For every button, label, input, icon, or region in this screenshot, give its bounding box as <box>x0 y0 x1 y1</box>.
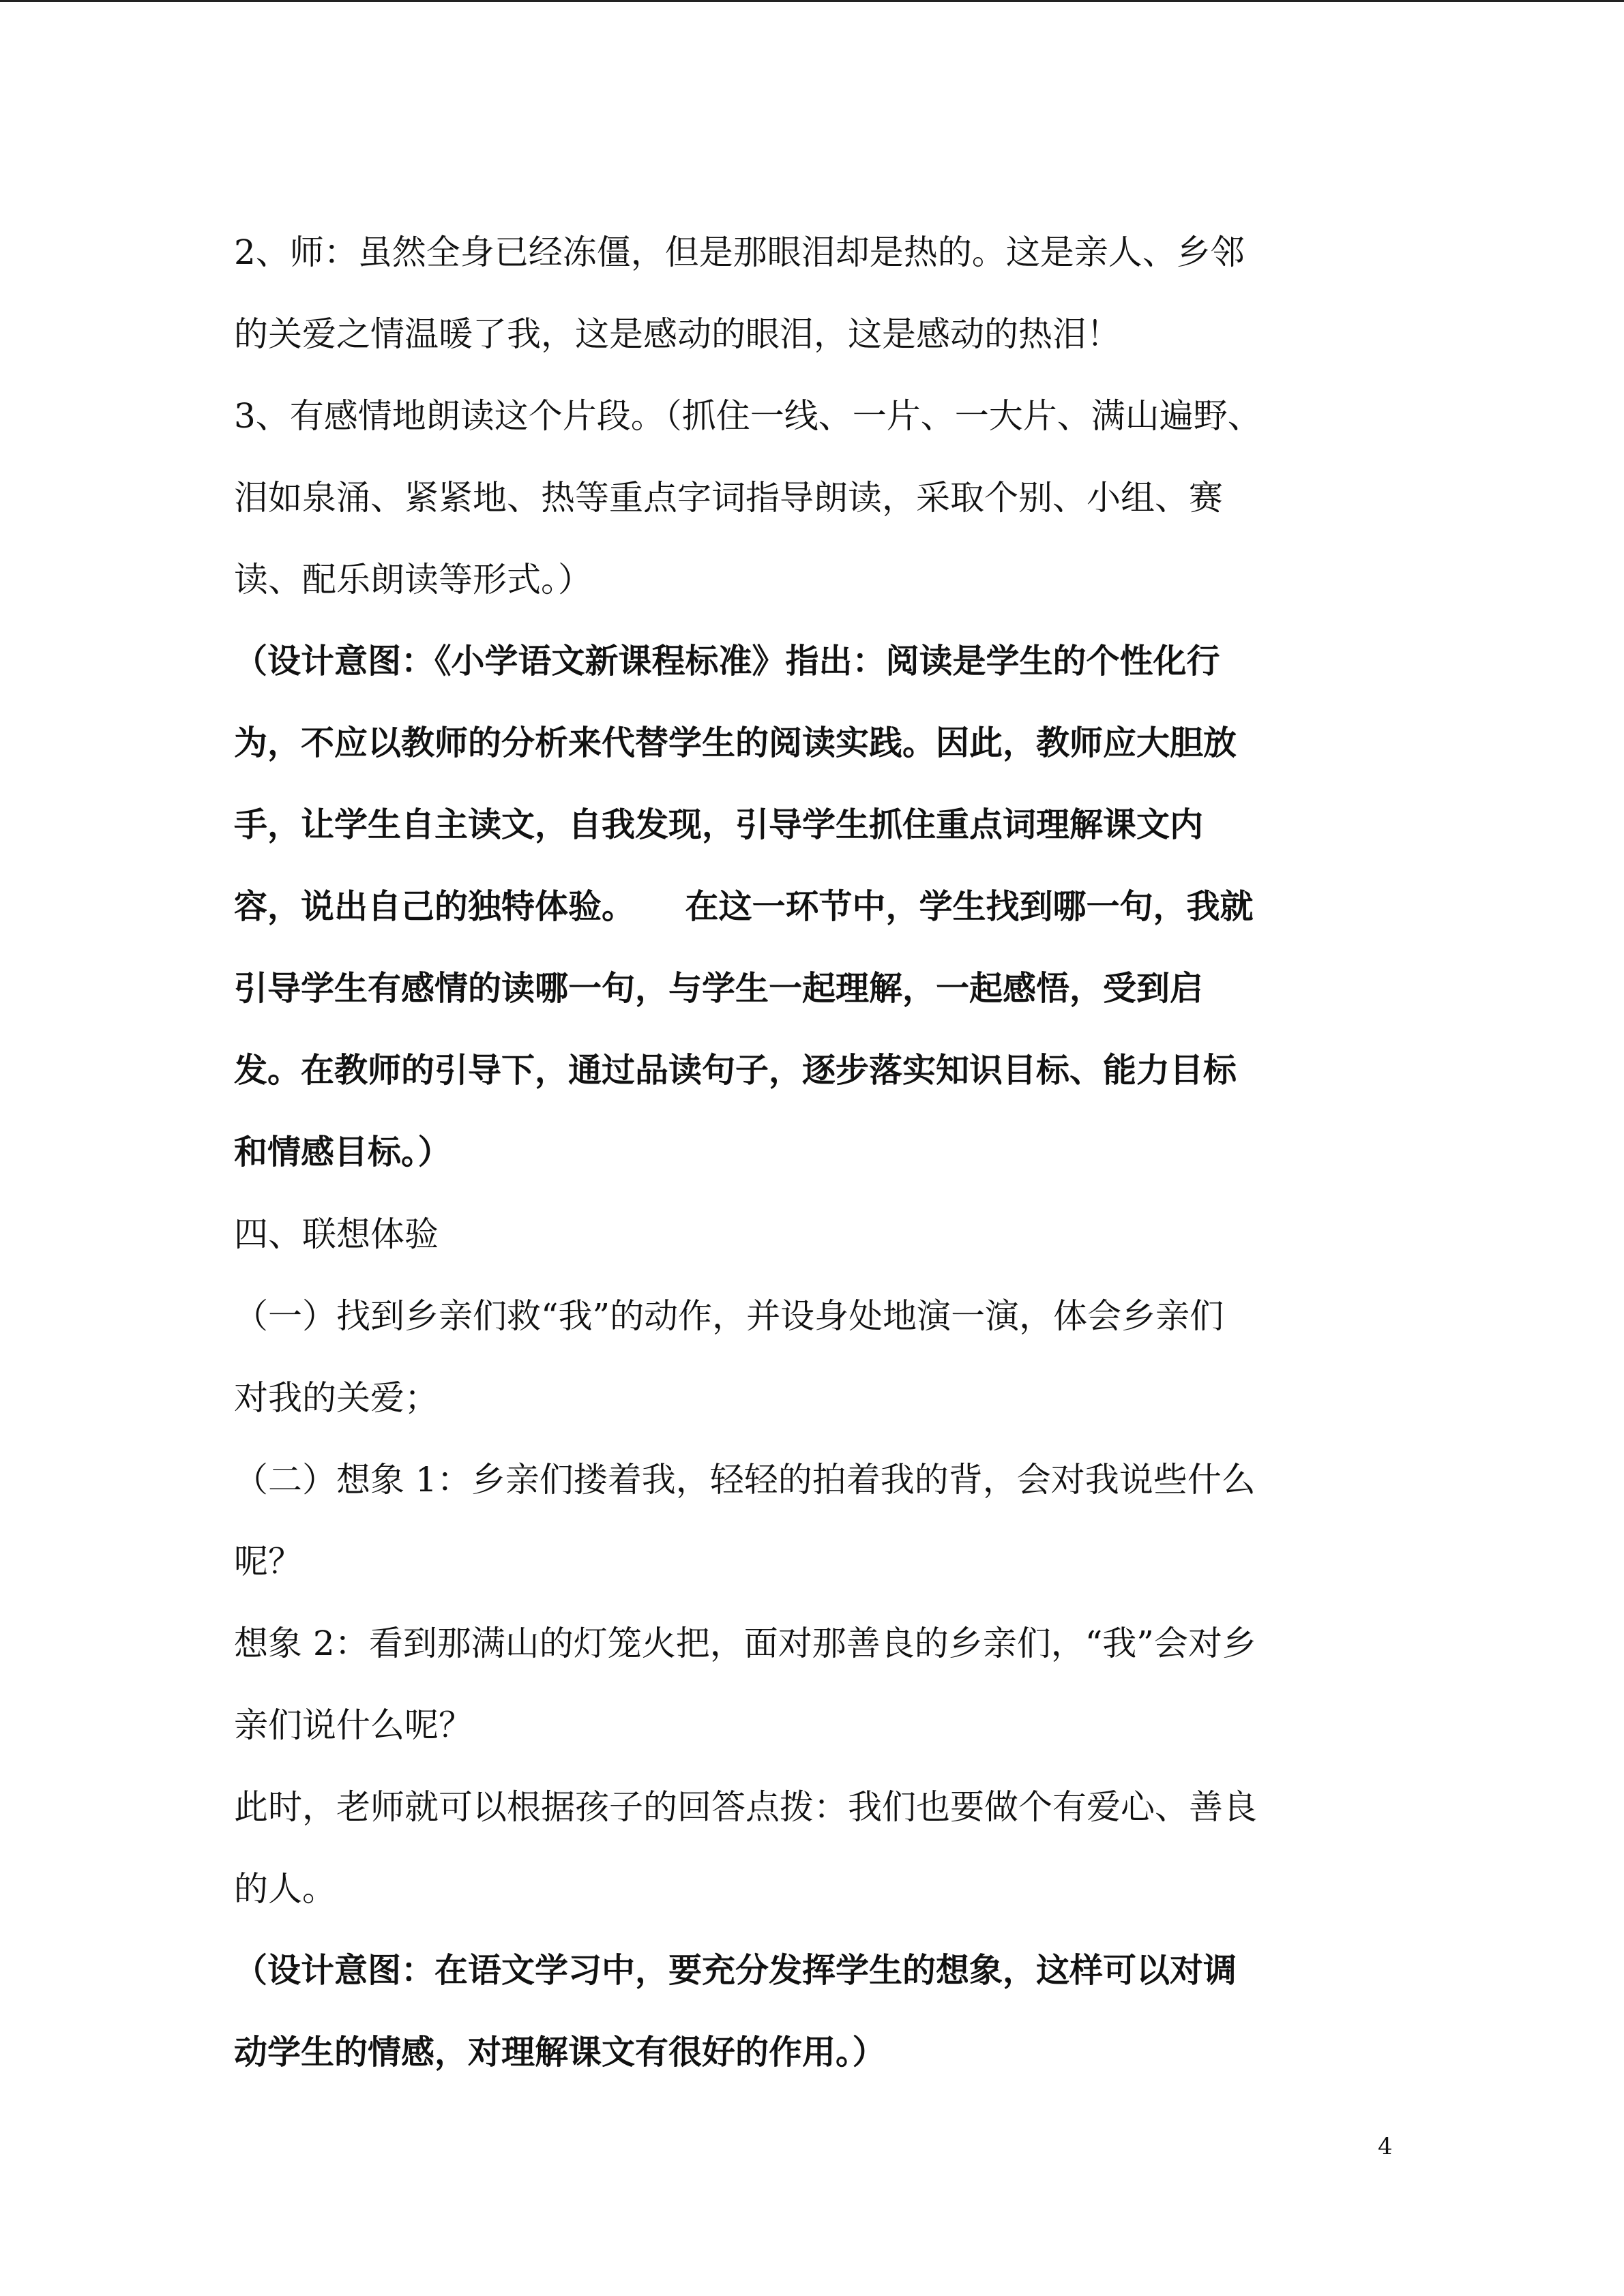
text-line: 泪如泉涌、紧紧地、热等重点字词指导朗读，采取个别、小组、赛 <box>234 478 1223 518</box>
document-body <box>234 211 1393 2093</box>
top-border-line <box>0 0 1624 2</box>
design-intent-line: 和情感目标。） <box>234 1133 452 1172</box>
text-line: 2、师：虽然全身已经冻僵，但是那眼泪却是热的。这是亲人、乡邻 <box>234 233 1245 272</box>
text-line: （二）想象 1：乡亲们搂着我，轻轻的拍着我的背，会对我说些什么 <box>234 1460 1256 1500</box>
text-line: 亲们说什么呢？ <box>234 1705 473 1745</box>
text-line: 读、配乐朗读等形式。） <box>234 560 592 599</box>
text-line: （一）找到乡亲们救“我”的动作，并设身处地演一演，体会乡亲们 <box>234 1296 1224 1336</box>
design-intent-line: （设计意图：在语文学习中，要充分发挥学生的想象，这样可以对调 <box>234 1951 1237 1990</box>
design-intent-line: 动学生的情感，对理解课文有很好的作用。） <box>234 2033 886 2072</box>
text-line: 此时，老师就可以根据孩子的回答点拨：我们也要做个有爱心、善良 <box>234 1787 1257 1827</box>
text-line: 3、有感情地朗读这个片段。（抓住一线、一片、一大片、满山遍野、 <box>234 396 1262 436</box>
text-line: 对我的关爱； <box>234 1378 439 1418</box>
text-line: 的关爱之情温暖了我，这是感动的眼泪，这是感动的热泪！ <box>234 314 1121 354</box>
design-intent-line: （设计意图：《小学语文新课程标准》指出：阅读是学生的个性化行 <box>234 642 1220 681</box>
design-intent-line: 容，说出自己的独特体验。 在这一环节中，学生找到哪一句，我就 <box>234 887 1254 926</box>
design-intent-line: 引导学生有感情的读哪一句，与学生一起理解，一起感悟，受到启 <box>234 969 1204 1008</box>
section-heading: 四、联想体验 <box>234 1214 439 1254</box>
text-line: 想象 2：看到那满山的灯笼火把，面对那善良的乡亲们，“我”会对乡 <box>234 1624 1256 1663</box>
page-number: 4 <box>1378 2133 1393 2160</box>
design-intent-line: 手，让学生自主读文，自我发现，引导学生抓住重点词理解课文内 <box>234 805 1204 844</box>
design-intent-line: 为，不应以教师的分析来代替学生的阅读实践。因此，教师应大胆放 <box>234 724 1237 762</box>
text-line: 呢？ <box>234 1542 302 1581</box>
design-intent-line: 发。在教师的引导下，通过品读句子，逐步落实知识目标、能力目标 <box>234 1051 1237 1090</box>
text-line: 的人。 <box>234 1869 336 1909</box>
